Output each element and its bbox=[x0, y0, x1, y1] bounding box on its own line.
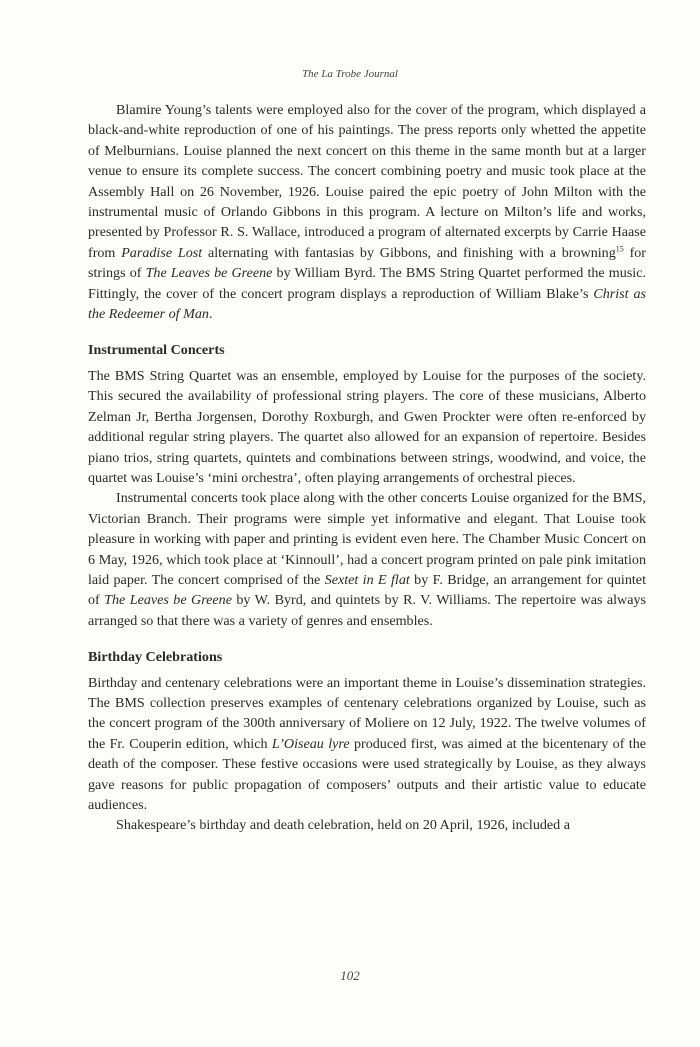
text-run: Blamire Young’s talents were employed also for the cover of the program, which displayed a black-and-white reproduction of one of his paintings. The press reports only whetted the appetite of Melburnians. Louise planned the next concert on this theme in the same month but at a larger venue to ensure its complete success. The concert combining poetry and music took place at the Assembly Hall on 26 November, 1926. Louise paired the epic poetry of John Milton with the instrumental music of Orlando Gibbons in this program. A lecture on Milton’s life and works, presented by Professor R. S. Wallace, introduced a program of alternated excerpts by Carrie Haase from bbox=[88, 102, 646, 261]
italic-title: Christ as the Redeemer of Man bbox=[88, 285, 647, 323]
text-run: by W. Byrd, and quintets by R. V. Williams. The repertoire was always arranged so that there was a variety of genres and ensembles. bbox=[88, 592, 646, 629]
text-run: alternating with fantasias by Gibbons, and finishing with a browning bbox=[202, 244, 616, 261]
italic-title: Paradise Lost bbox=[121, 244, 203, 261]
footnote-ref: 15 bbox=[615, 244, 624, 254]
running-head: The La Trobe Journal bbox=[302, 68, 398, 80]
text-run: for strings of bbox=[88, 244, 646, 282]
text-run: Birthday and centenary celebrations were an important theme in Louise’s dissemination strategies. The BMS collection preserves examples of centenary celebrations organized by Louise, such as the concert program of the 300th anniversary of Moliere on 12 July, 1922. The twelve volumes of the Fr. Couperin edition, which bbox=[88, 674, 646, 752]
italic-title: Sextet in E flat bbox=[324, 571, 410, 588]
section-heading-instrumental-concerts: Instrumental Concerts bbox=[88, 342, 225, 359]
paragraph-1 bbox=[88, 100, 646, 324]
section-heading-birthday-celebrations: Birthday Celebrations bbox=[88, 649, 223, 666]
text-run: The BMS String Quartet was an ensemble, employed by Louise for the purposes of the society. This secured the availability of professional string players. The core of these musicians, Alberto Zelman Jr, Bertha Jorgensen, Dorothy Roxburgh, and Gwen Prockter were often re-enforced by additional regular string players. The quartet also allowed for an expansion of repertoire. Besides piano trios, string quartets, quintets and combinations between strings, woodwind, and voice, the quartet was Louise’s ‘mini orchestra’, often playing arrangements of orchestral pieces. bbox=[88, 367, 646, 486]
italic-title: L’Oiseau lyre bbox=[271, 735, 350, 752]
paragraph-4 bbox=[88, 673, 646, 816]
text-run: by F. Bridge, an arrangement for quintet of bbox=[88, 571, 646, 609]
page-number: 102 bbox=[340, 968, 360, 983]
body-text bbox=[88, 100, 646, 836]
text-run: produced first, was aimed at the bicentenary of the death of the composer. These festive occasions were used strategically by Louise, as they always gave reasons for public propagation of composers’ outputs and their artistic value to educate audiences. bbox=[88, 735, 646, 813]
text-run: Shakespeare’s birthday and death celebration, held on 20 April, 1926, included a bbox=[116, 817, 570, 834]
text-run: Instrumental concerts took place along with the other concerts Louise organized for the BMS, Victorian Branch. Their programs were simple yet informative and elegant. That Louise took pleasure in working with paper and printing is evident even here. The Chamber Music Concert on 6 May, 1926, which took place at ‘Kinnoull’, had a concert program printed on pale pink imitation laid paper. The concert comprised of the bbox=[88, 490, 646, 588]
text-run: by William Byrd. The BMS String Quartet performed the music. Fittingly, the cover of the concert program displays a reproduction of William Blake’s bbox=[88, 265, 646, 302]
italic-title: The Leaves be Greene bbox=[104, 592, 232, 609]
paragraph-5 bbox=[88, 815, 646, 835]
paragraph-2 bbox=[88, 366, 646, 488]
paragraph-3 bbox=[88, 488, 646, 631]
text-run: . bbox=[208, 306, 213, 323]
italic-title: The Leaves be Greene bbox=[145, 265, 273, 282]
